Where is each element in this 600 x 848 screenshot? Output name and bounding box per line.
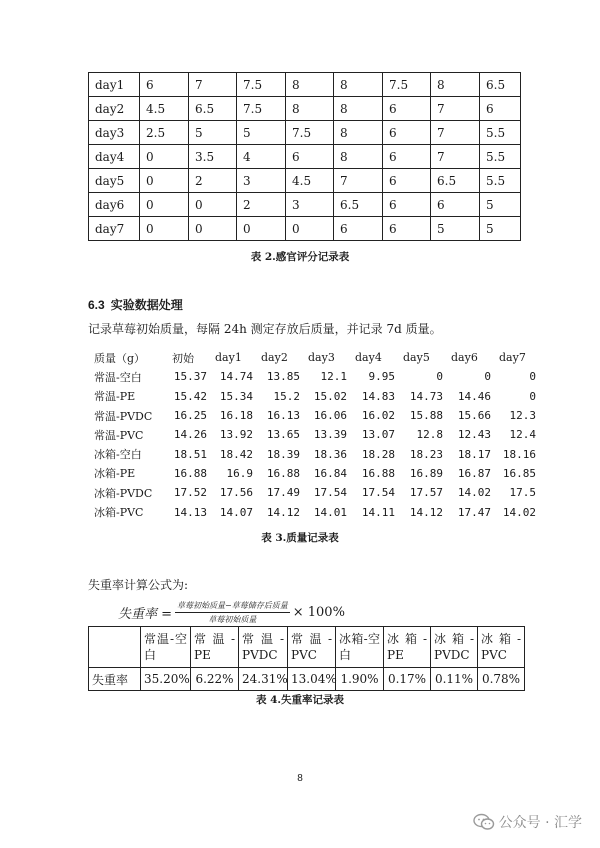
table-cell: 0 <box>237 217 286 241</box>
table-cell: 17.56 <box>219 486 253 500</box>
table-cell: 0 <box>529 370 536 384</box>
row-label-cell: 常温-PVC <box>94 428 144 442</box>
header-cell: day5 <box>403 351 430 365</box>
table-cell: 7.5 <box>237 73 286 97</box>
table-cell: 18.23 <box>409 447 443 461</box>
weight-loss-corner-cell <box>89 627 141 668</box>
weight-loss-header-cell: 冰箱-空白 <box>336 627 384 668</box>
table-cell: 14.13 <box>173 505 207 519</box>
table-cell: 17.54 <box>313 486 347 500</box>
table-cell: 6 <box>383 121 431 145</box>
mass-table-header <box>94 348 536 367</box>
table-cell: 3 <box>286 193 334 217</box>
table-cell: 2 <box>189 169 237 193</box>
table-cell: 13.92 <box>219 428 253 442</box>
weight-loss-header-cell: 常温-PVDC <box>239 627 288 668</box>
table-cell: 5 <box>431 217 480 241</box>
table-cell: 16.85 <box>502 466 536 480</box>
table-cell: 14.11 <box>361 505 395 519</box>
table-cell: 5.5 <box>480 145 521 169</box>
table-cell: 6 <box>140 73 189 97</box>
row-label-cell: day1 <box>89 73 140 97</box>
mass-table-body <box>94 367 536 521</box>
table-cell: 5.5 <box>480 121 521 145</box>
weight-loss-value: 0.17% <box>384 668 431 691</box>
table-cell: 7 <box>431 145 480 169</box>
header-cell: day1 <box>215 351 242 365</box>
table-cell: 17.49 <box>266 486 300 500</box>
weight-loss-value: 24.31% <box>239 668 288 691</box>
formula-numerator: 草莓初始质量−草莓储存后质量 <box>175 600 290 613</box>
weight-loss-table <box>88 626 525 691</box>
section-intro: 记录草莓初始质量，每隔 24h 测定存放后质量，并记录 7d 质量。 <box>88 322 442 336</box>
table-cell: 17.52 <box>173 486 207 500</box>
formula-tail: × 100% <box>292 604 345 620</box>
row-label-cell: day7 <box>89 217 140 241</box>
table-cell: 7.5 <box>237 97 286 121</box>
table-cell: 6.5 <box>431 169 480 193</box>
row-label-cell: day2 <box>89 97 140 121</box>
table-cell: 8 <box>334 73 383 97</box>
table-cell: 4.5 <box>140 97 189 121</box>
sensory-score-table <box>88 72 521 241</box>
header-cell: day6 <box>451 351 478 365</box>
row-label-cell: 冰箱-PVDC <box>94 486 153 500</box>
table-cell: 15.02 <box>313 389 347 403</box>
table-cell: 16.87 <box>457 466 491 480</box>
table-cell: 18.16 <box>502 447 536 461</box>
weight-loss-value: 0.78% <box>478 668 525 691</box>
table-row <box>94 464 536 483</box>
table-cell: 6 <box>286 145 334 169</box>
table-cell: 14.12 <box>266 505 300 519</box>
table-cell: 17.5 <box>509 486 536 500</box>
formula-denominator: 草莓初始质量 <box>208 614 257 624</box>
header-cell: 质量（g） <box>94 351 146 365</box>
table-cell: 13.65 <box>266 428 300 442</box>
table-cell: 16.89 <box>409 466 443 480</box>
table-row <box>89 193 521 217</box>
table-cell: 0 <box>484 370 491 384</box>
table-cell: 18.51 <box>173 447 207 461</box>
table-cell: 8 <box>334 97 383 121</box>
page-number: 8 <box>297 773 303 784</box>
table-cell: 13.07 <box>361 428 395 442</box>
table-cell: 15.2 <box>273 389 300 403</box>
table2-caption: 表 2.感官评分记录表 <box>250 251 350 263</box>
section-title: 实验数据处理 <box>110 298 183 312</box>
table-cell: 9.95 <box>368 370 395 384</box>
watermark-text: 公众号 · 汇学 <box>498 815 582 831</box>
header-cell: day2 <box>261 351 288 365</box>
table-cell: 18.39 <box>266 447 300 461</box>
table-cell: 14.26 <box>173 428 207 442</box>
header-cell: day7 <box>499 351 526 365</box>
table-cell: 4 <box>237 145 286 169</box>
table-cell: 12.43 <box>457 428 491 442</box>
table-cell: 3 <box>237 169 286 193</box>
weight-loss-formula <box>118 598 345 626</box>
table-cell: 6 <box>480 97 521 121</box>
table-row <box>94 483 536 502</box>
table-row <box>89 97 521 121</box>
table-cell: 15.37 <box>173 370 207 384</box>
table-cell: 0 <box>189 193 237 217</box>
table-cell: 14.46 <box>457 389 491 403</box>
weight-loss-header-cell: 冰箱-PVC <box>478 627 525 668</box>
table-cell: 0 <box>140 193 189 217</box>
table-cell: 14.02 <box>457 486 491 500</box>
weight-loss-header-cell: 常温-空白 <box>141 627 191 668</box>
table-row <box>94 444 536 463</box>
table-cell: 0 <box>286 217 334 241</box>
table-cell: 6 <box>383 169 431 193</box>
table-cell: 6 <box>383 193 431 217</box>
weight-loss-value: 0.11% <box>431 668 478 691</box>
table-cell: 15.42 <box>173 389 207 403</box>
table-cell: 12.3 <box>509 409 536 423</box>
table-cell: 6 <box>383 97 431 121</box>
table-cell: 8 <box>286 97 334 121</box>
row-label-cell: 冰箱-PE <box>94 467 136 481</box>
table-cell: 16.02 <box>361 409 395 423</box>
table-cell: 6 <box>383 217 431 241</box>
table-cell: 5 <box>189 121 237 145</box>
table-cell: 4.5 <box>286 169 334 193</box>
formula-label: 失重率计算公式为: <box>88 578 189 592</box>
weight-loss-value: 6.22% <box>191 668 239 691</box>
table-row <box>89 73 521 97</box>
table-cell: 8 <box>334 121 383 145</box>
table-cell: 16.25 <box>173 409 207 423</box>
table-cell: 18.17 <box>457 447 491 461</box>
table-cell: 18.42 <box>219 447 253 461</box>
table-cell: 16.88 <box>266 466 300 480</box>
table-cell: 6 <box>383 145 431 169</box>
table-cell: 14.01 <box>313 505 347 519</box>
table-cell: 14.83 <box>361 389 395 403</box>
table-cell: 7 <box>189 73 237 97</box>
table-cell: 16.06 <box>313 409 347 423</box>
table-row <box>94 425 536 444</box>
table-row <box>94 367 536 386</box>
table-cell: 17.54 <box>361 486 395 500</box>
header-cell: day3 <box>308 351 335 365</box>
table-cell: 3.5 <box>189 145 237 169</box>
header-cell: day4 <box>355 351 382 365</box>
row-label-cell: day4 <box>89 145 140 169</box>
table-cell: 5 <box>480 193 521 217</box>
table-cell: 16.84 <box>313 466 347 480</box>
table-row <box>94 406 536 425</box>
table4-caption: 表 4.失重率记录表 <box>255 694 345 706</box>
table-cell: 14.12 <box>409 505 443 519</box>
table-cell: 17.57 <box>409 486 443 500</box>
table-row <box>94 502 536 521</box>
row-label-cell: 常温-PE <box>94 390 136 404</box>
table-cell: 6 <box>334 217 383 241</box>
table-cell: 0 <box>140 145 189 169</box>
weight-loss-header-cell: 冰箱-PE <box>384 627 431 668</box>
table-cell: 16.88 <box>361 466 395 480</box>
weight-loss-row-label: 失重率 <box>89 668 141 691</box>
table-cell: 2.5 <box>140 121 189 145</box>
table-cell: 16.88 <box>173 466 207 480</box>
weight-loss-value: 35.20% <box>141 668 191 691</box>
weight-loss-header-row <box>89 627 525 668</box>
table-row <box>89 145 521 169</box>
weight-loss-header-cell: 常温-PVC <box>288 627 336 668</box>
table-cell: 13.39 <box>313 428 347 442</box>
table-cell: 7 <box>431 121 480 145</box>
table-row <box>89 169 521 193</box>
table-cell: 2 <box>237 193 286 217</box>
table-cell: 5 <box>480 217 521 241</box>
row-label-cell: 冰箱-空白 <box>94 448 142 462</box>
table-cell: 5.5 <box>480 169 521 193</box>
section-number: 6.3 <box>88 298 105 312</box>
weight-loss-header-cell: 常温-PE <box>191 627 239 668</box>
header-cell: 初始 <box>172 351 194 365</box>
row-label-cell: day5 <box>89 169 140 193</box>
row-label-cell: day3 <box>89 121 140 145</box>
table-cell: 7.5 <box>286 121 334 145</box>
table-cell: 12.1 <box>320 370 347 384</box>
table-cell: 6.5 <box>189 97 237 121</box>
table-cell: 5 <box>237 121 286 145</box>
section-heading <box>88 296 183 313</box>
sensory-score-table-body <box>89 73 521 241</box>
table-cell: 15.88 <box>409 409 443 423</box>
row-label-cell: 常温-空白 <box>94 370 142 384</box>
table-cell: 0 <box>436 370 443 384</box>
weight-loss-header-cell: 冰箱-PVDC <box>431 627 478 668</box>
table-cell: 16.18 <box>219 409 253 423</box>
weight-loss-value: 1.90% <box>336 668 384 691</box>
table-cell: 8 <box>431 73 480 97</box>
weight-loss-value-row <box>89 668 525 691</box>
table-cell: 6 <box>431 193 480 217</box>
table-cell: 17.47 <box>457 505 491 519</box>
table-cell: 7 <box>431 97 480 121</box>
table-row <box>89 121 521 145</box>
weight-loss-value: 13.04% <box>288 668 336 691</box>
table-cell: 14.73 <box>409 389 443 403</box>
table-cell: 0 <box>189 217 237 241</box>
row-label-cell: day6 <box>89 193 140 217</box>
table-cell: 7.5 <box>383 73 431 97</box>
table-cell: 14.74 <box>219 370 253 384</box>
formula-lhs: 失重率 = <box>118 606 173 622</box>
table-cell: 0 <box>140 217 189 241</box>
table-cell: 14.07 <box>219 505 253 519</box>
mass-record-table <box>94 348 536 522</box>
table-cell: 16.13 <box>266 409 300 423</box>
table3-caption: 表 3.质量记录表 <box>261 532 339 544</box>
table-cell: 12.4 <box>509 428 536 442</box>
table-cell: 18.36 <box>313 447 347 461</box>
table-cell: 15.66 <box>457 409 491 423</box>
wechat-icon <box>473 813 495 831</box>
table-cell: 13.85 <box>266 370 300 384</box>
table-row <box>89 217 521 241</box>
formula-fraction <box>175 600 290 625</box>
row-label-cell: 冰箱-PVC <box>94 506 144 520</box>
table-cell: 0 <box>529 389 536 403</box>
row-label-cell: 常温-PVDC <box>94 409 153 423</box>
wechat-watermark <box>473 812 582 832</box>
table-cell: 0 <box>140 169 189 193</box>
table-cell: 12.8 <box>416 428 443 442</box>
table-cell: 14.02 <box>502 505 536 519</box>
table-cell: 18.28 <box>361 447 395 461</box>
table-cell: 15.34 <box>219 389 253 403</box>
table-cell: 6.5 <box>334 193 383 217</box>
table-cell: 8 <box>286 73 334 97</box>
table-cell: 8 <box>334 145 383 169</box>
table-row <box>94 387 536 406</box>
table-cell: 16.9 <box>226 466 253 480</box>
table-cell: 7 <box>334 169 383 193</box>
table-cell: 6.5 <box>480 73 521 97</box>
